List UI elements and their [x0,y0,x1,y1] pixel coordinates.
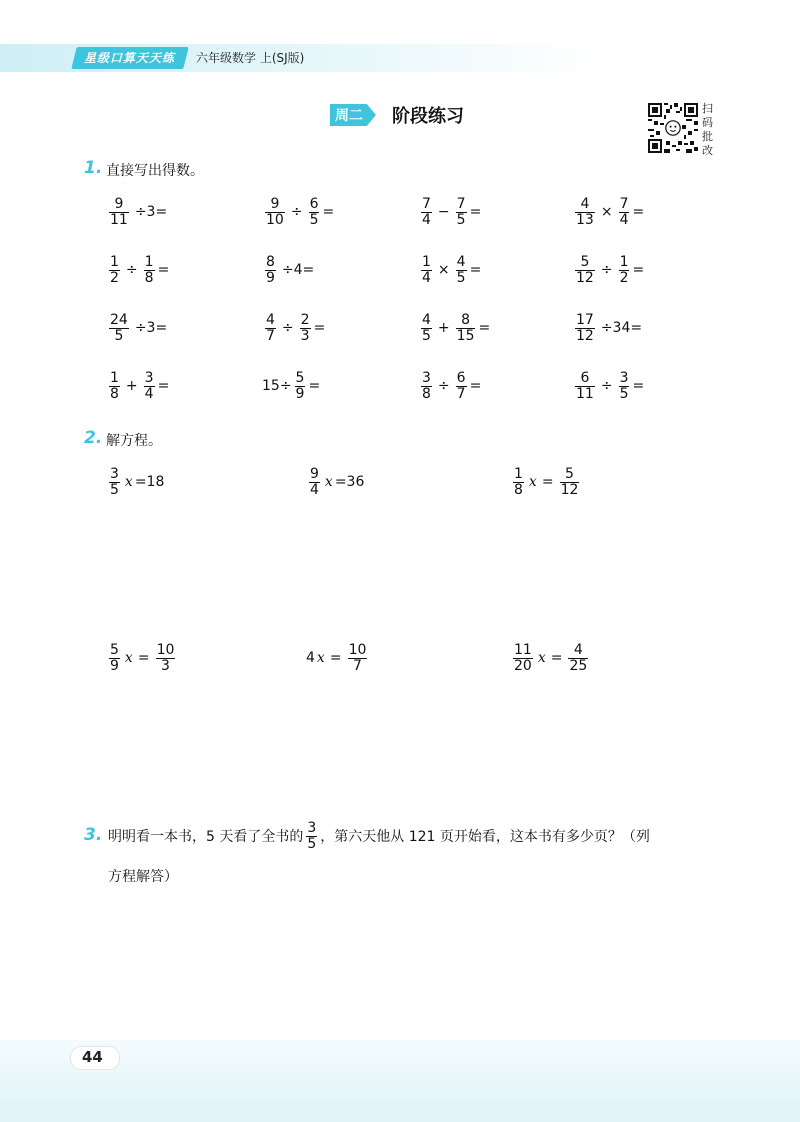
fraction-denominator: 5 [456,211,466,228]
fraction-numerator: 1 [110,253,119,270]
fraction-denominator: 4 [422,211,431,228]
fraction [456,313,476,344]
coefficient: 4 [306,650,315,666]
equals-sign: = [313,320,326,336]
fraction-numerator: 4 [422,311,431,328]
fraction-denominator: 7 [266,327,275,344]
fraction-numerator: 2 [300,311,310,328]
fraction-denominator: 20 [514,657,532,674]
operator: ÷4= [281,262,315,278]
fraction [265,313,276,344]
fraction-numerator: 1 [110,369,119,386]
fraction-numerator: 4 [456,253,466,270]
fraction [295,371,306,402]
equals-sign: = [550,650,563,666]
fraction-numerator: 1 [619,253,629,270]
fraction-denominator: 11 [576,385,594,402]
section-3-number: 3. [84,825,103,845]
fraction-numerator: 8 [266,253,275,270]
fraction [156,643,176,674]
equation [510,460,582,504]
calc-problem [418,364,481,408]
fraction [456,255,467,286]
fraction-denominator: 9 [110,657,119,674]
equals-sign: = [632,378,645,394]
fraction-denominator: 13 [576,211,594,228]
fraction-numerator: 5 [565,465,574,482]
fraction-denominator: 7 [456,385,466,402]
fraction-numerator: 9 [270,195,280,212]
fraction-numerator: 5 [580,253,590,270]
fraction-denominator: 9 [295,385,305,402]
equals-sign: = [157,262,170,278]
equals-sign: = [469,204,482,220]
calc-problem [262,248,317,292]
footer-decoration [0,1040,800,1122]
fraction [456,371,467,402]
calc-problem [106,306,170,350]
fraction-denominator: 5 [309,211,319,228]
equals-sign: = [469,262,482,278]
day-label: 周二 [335,108,363,124]
calc-problem [572,248,644,292]
fraction-numerator: 3 [110,465,119,482]
word-problem-line-1 [108,814,650,858]
fraction-numerator: 3 [422,369,431,386]
word-problem-fraction [306,821,317,852]
equation [306,636,370,680]
calc-problem [106,190,170,234]
fraction-numerator: 3 [307,819,317,836]
fraction [513,467,524,498]
fraction-numerator: 6 [309,195,319,212]
fraction-numerator: 4 [580,195,590,212]
fraction-numerator: 3 [619,369,629,386]
calc-problem [262,190,334,234]
fraction [109,255,120,286]
qr-code-icon[interactable] [648,103,698,153]
fraction-denominator: 15 [456,327,475,344]
fraction-denominator: 10 [266,211,284,228]
calc-problem [262,306,325,350]
calc-problem [418,190,481,234]
operator: ÷ [600,378,613,394]
operator: ÷ [437,378,450,394]
fraction-numerator: 6 [580,369,590,386]
fraction-denominator: 5 [110,481,119,498]
calc-problem [572,190,644,234]
fraction [619,197,630,228]
equation [106,636,178,680]
fraction-denominator: 12 [576,327,594,344]
fraction [421,313,432,344]
calc-problem [572,364,644,408]
qr-label: 扫码批改 [702,102,713,157]
fraction-denominator: 4 [310,481,319,498]
fraction-denominator: 5 [422,327,431,344]
fraction-numerator: 11 [514,641,532,658]
operator: ÷34= [600,320,643,336]
section-1-title: 直接写出得数。 [106,163,204,179]
fraction [421,197,432,228]
operator: + [125,378,138,394]
variable: x [124,474,133,490]
fraction [109,197,129,228]
fraction-numerator: 9 [310,465,319,482]
right-hand-side: =36 [334,474,365,490]
calc-problem [572,306,645,350]
equals-sign: = [541,474,554,490]
fraction-numerator: 24 [110,311,128,328]
variable: x [537,650,546,666]
fraction-numerator: 10 [348,641,367,658]
fraction [109,643,120,674]
variable: x [316,650,325,666]
equation [510,636,591,680]
page-number: 44 [82,1048,103,1066]
section-2-number: 2. [84,428,103,448]
fraction-denominator: 5 [307,835,317,852]
fraction-denominator: 12 [560,481,579,498]
equals-sign: = [322,204,335,220]
fraction [456,197,467,228]
equals-sign: = [469,378,482,394]
equals-sign: = [632,262,645,278]
fraction [109,371,120,402]
fraction-numerator: 7 [456,195,466,212]
fraction [421,255,432,286]
fraction [300,313,311,344]
fraction-numerator: 8 [461,311,471,328]
fraction-numerator: 7 [422,195,431,212]
operator: + [437,320,450,336]
operator: × [600,204,613,220]
operator: × [437,262,450,278]
equals-sign: = [157,378,170,394]
fraction [575,197,595,228]
fraction-numerator: 3 [144,369,154,386]
equals-sign: = [478,320,491,336]
fraction [575,313,595,344]
fraction [513,643,533,674]
fraction-numerator: 5 [295,369,305,386]
fraction [144,371,155,402]
fraction-denominator: 3 [300,327,310,344]
operator: ÷ [600,262,613,278]
word-problem-text-a: 明明看一本书，5 天看了全书的 [108,829,304,845]
fraction [575,255,595,286]
fraction [109,467,120,498]
fraction [568,643,588,674]
fraction [619,255,630,286]
fraction-numerator: 1 [422,253,431,270]
fraction [421,371,432,402]
fraction-numerator: 4 [266,311,275,328]
fraction [309,197,320,228]
fraction [348,643,368,674]
fraction-denominator: 4 [144,385,154,402]
fraction-numerator: 7 [619,195,629,212]
fraction-denominator: 5 [619,385,629,402]
problem-prefix: 15÷ [262,378,292,394]
variable: x [324,474,333,490]
word-problem-text-b: ，第六天他从 121 页开始看，这本书有多少页？（列 [320,829,650,845]
operator: − [437,204,450,220]
fraction-denominator: 5 [114,327,124,344]
right-hand-side: =18 [134,474,165,490]
fraction-numerator: 10 [156,641,175,658]
fraction-denominator: 8 [110,385,119,402]
brand-title: 星级口算天天练 [84,51,176,65]
fraction [265,197,285,228]
fraction-denominator: 9 [266,269,275,286]
fraction-denominator: 4 [619,211,629,228]
fraction-denominator: 8 [422,385,431,402]
fraction [560,467,580,498]
fraction-numerator: 6 [456,369,466,386]
fraction-denominator: 4 [422,269,431,286]
operator: ÷ [125,262,138,278]
fraction-numerator: 1 [514,465,523,482]
operator: ÷ [290,204,303,220]
fraction-numerator: 9 [114,195,124,212]
fraction [109,313,129,344]
fraction-denominator: 11 [110,211,128,228]
equals-sign: = [632,204,645,220]
fraction [309,467,320,498]
fraction-denominator: 3 [161,657,170,674]
equals-sign: = [308,378,321,394]
operator: ÷3= [134,204,168,220]
section-1-number: 1. [84,158,103,178]
operator: ÷3= [134,320,168,336]
fraction-denominator: 2 [110,269,119,286]
fraction [265,255,276,286]
fraction-numerator: 5 [110,641,119,658]
page-title: 阶段练习 [392,106,464,127]
fraction-denominator: 12 [576,269,594,286]
fraction-denominator: 5 [456,269,466,286]
equation [306,460,364,504]
fraction-numerator: 17 [576,311,594,328]
equals-sign: = [329,650,342,666]
equals-sign: = [137,650,150,666]
fraction [575,371,595,402]
equation [106,460,164,504]
section-2-title: 解方程。 [106,433,162,449]
book-subtitle: 六年级数学 上(SJ版) [196,51,305,65]
calc-problem [418,248,481,292]
fraction-denominator: 8 [514,481,523,498]
fraction-denominator: 2 [619,269,629,286]
fraction-denominator: 7 [353,657,362,674]
word-problem-line-2: 方程解答） [108,869,178,885]
fraction [144,255,155,286]
calc-problem [262,364,320,408]
calc-problem [418,306,490,350]
fraction-denominator: 8 [144,269,154,286]
fraction-numerator: 4 [573,641,583,658]
fraction-denominator: 25 [569,657,588,674]
calc-problem [106,364,169,408]
variable: x [124,650,133,666]
fraction [619,371,630,402]
operator: ÷ [281,320,294,336]
variable: x [528,474,537,490]
fraction-numerator: 1 [144,253,154,270]
calc-problem [106,248,169,292]
